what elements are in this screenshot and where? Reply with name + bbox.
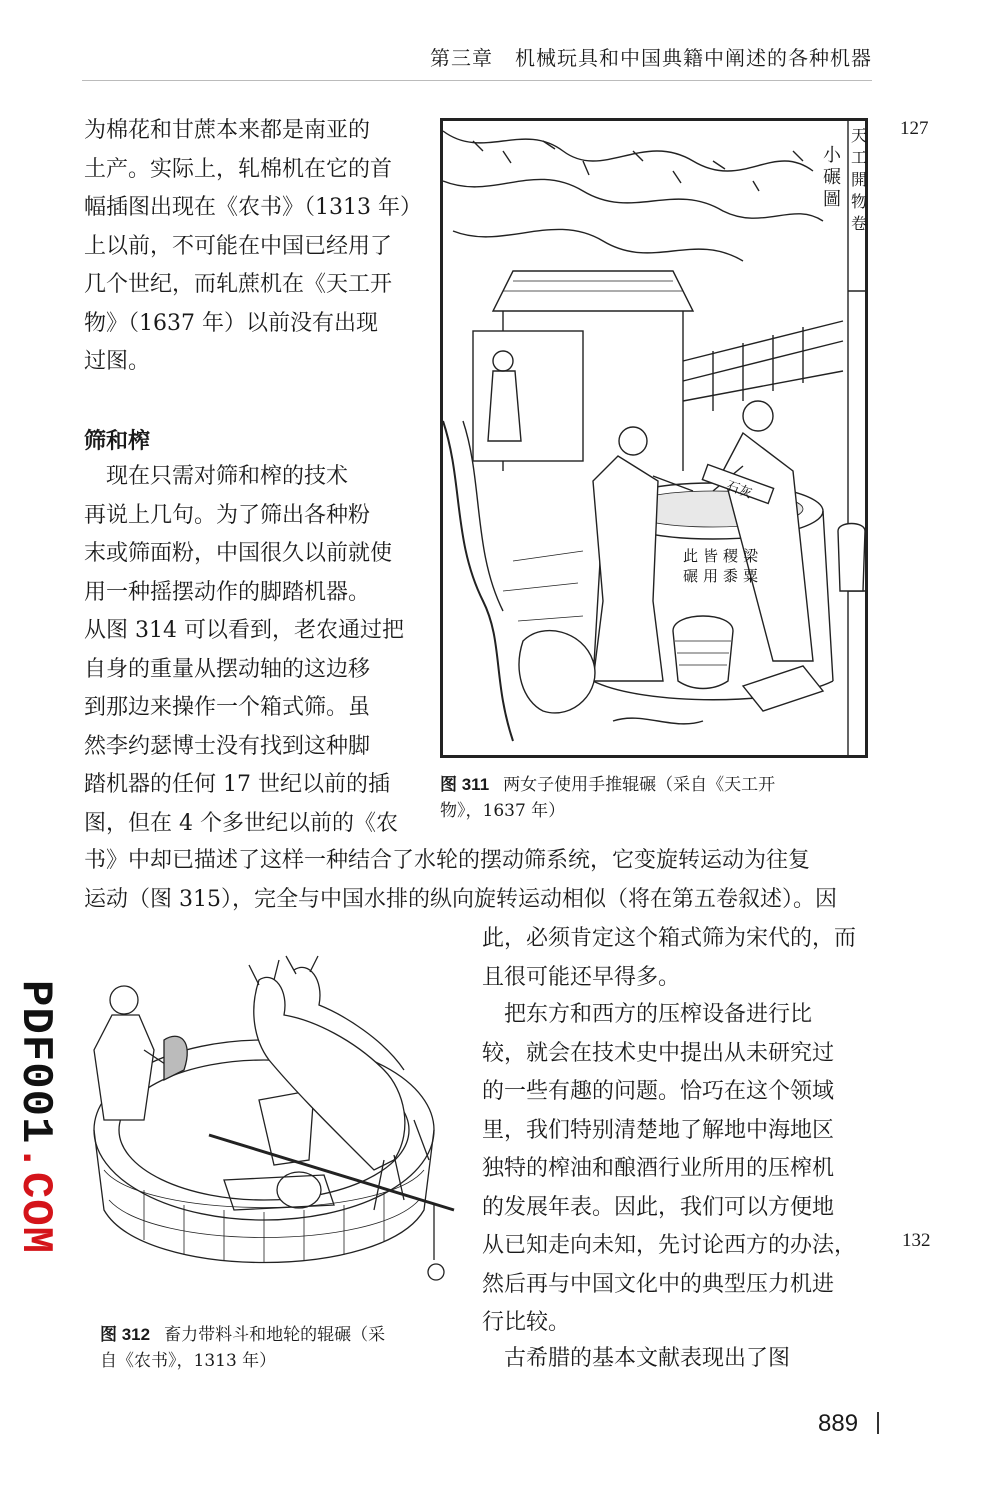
margin-number: 132 <box>902 1230 931 1251</box>
paragraph-2-wide <box>84 842 876 919</box>
paragraph-3 <box>482 996 876 1343</box>
text-line: 再说上几句。为了筛出各种粉 <box>84 502 371 528</box>
figure-label: 图 311 <box>440 775 490 794</box>
text-line: 幅插图出现在《农书》（1313 年） <box>84 195 422 220</box>
caption-text: 畜力带料斗和地轮的辊碾（采 <box>164 1325 386 1345</box>
text-line: 图，但在 4 个多世纪以前的《农 <box>84 810 398 836</box>
woodcut-scene <box>443 121 868 755</box>
text-line: 古希腊的基本文献表现出了图 <box>482 1346 791 1371</box>
figure-312-caption <box>100 1322 460 1374</box>
caption-text: 物》，1637 年） <box>440 801 566 821</box>
text-line: 从图 314 可以看到，老农通过把 <box>84 618 404 643</box>
text-line: 从已知走向未知，先讨论西方的办法， <box>482 1233 857 1258</box>
inset-poem: 梁粟 稷黍 皆用 此碾 <box>683 547 759 585</box>
text-line: 自身的重量从摆动轴的这边移 <box>84 656 371 682</box>
paragraph-2-right <box>482 920 876 997</box>
text-line: 把东方和西方的压榨设备进行比 <box>482 1002 813 1027</box>
text-line: 独特的榨油和酿酒行业所用的压榨机 <box>482 1156 835 1181</box>
text-line: 里，我们特别清楚地了解地中海地区 <box>482 1117 835 1143</box>
text-line: 的一些有趣的问题。恰巧在这个领域 <box>482 1079 835 1104</box>
folio-divider <box>877 1412 879 1434</box>
inset-title: 小碾圖 <box>823 145 841 210</box>
text-line: 书》中却已描述了这样一种结合了水轮的摆动筛系统，它变旋转运动为往复 <box>84 848 811 873</box>
text-line: 较，就会在技术史中提出从未研究过 <box>482 1040 835 1066</box>
text-line: 现在只需对筛和榨的技术 <box>84 464 349 489</box>
line-drawing <box>84 960 462 1300</box>
paragraph-4 <box>482 1340 876 1379</box>
text-line: 物》（1637 年）以前没有出现 <box>84 310 378 336</box>
paragraph-1 <box>84 112 422 382</box>
section-heading: 筛和榨 <box>84 428 151 454</box>
text-line: 为棉花和甘蔗本来都是南亚的 <box>84 118 371 143</box>
watermark-text: PDF001 <box>10 980 60 1145</box>
text-line: 的发展年表。因此，我们可以方便地 <box>482 1194 835 1220</box>
watermark-text: .COM <box>10 1144 60 1255</box>
inset-vertical-title: 天工開物卷 <box>851 126 868 233</box>
figure-label: 图 312 <box>100 1325 151 1344</box>
caption-text: 自《农书》，1313 年） <box>100 1351 277 1371</box>
page-number: 889 <box>818 1410 859 1437</box>
text-line: 运动（图 315），完全与中国水排的纵向旋转运动相似（将在第五卷叙述）。因 <box>84 886 837 912</box>
watermark <box>0 980 60 1255</box>
text-line: 此，必须肯定这个箱式筛为宋代的，而 <box>482 926 857 951</box>
text-line: 然后再与中国文化中的典型压力机进 <box>482 1271 835 1297</box>
header-rule <box>82 80 872 81</box>
caption-text: 两女子使用手推辊碾（采自《天工开 <box>503 775 776 795</box>
text-line: 到那边来操作一个箱式筛。虽 <box>84 695 371 720</box>
margin-number: 127 <box>900 118 929 139</box>
text-line: 末或筛面粉，中国很久以前就使 <box>84 541 393 566</box>
figure-311-illustration <box>440 118 868 758</box>
text-line: 过图。 <box>84 349 151 374</box>
chapter-title: 机械玩具和中国典籍中阐述的各种机器 <box>515 46 872 70</box>
text-line: 用一种摇摆动作的脚踏机器。 <box>84 579 371 605</box>
text-line: 上以前，不可能在中国已经用了 <box>84 233 393 259</box>
running-header <box>430 42 872 71</box>
text-line: 土产。实际上，轧棉机在它的首 <box>84 156 393 182</box>
text-line: 且很可能还早得多。 <box>482 964 681 990</box>
tray-label: 石灰 <box>724 478 754 502</box>
text-line: 踏机器的任何 17 世纪以前的插 <box>84 772 390 797</box>
paragraph-2 <box>84 458 406 843</box>
figure-311-caption <box>440 772 870 824</box>
chapter-label: 第三章 <box>430 46 493 70</box>
figure-312-illustration <box>84 960 462 1300</box>
text-line: 几个世纪，而轧蔗机在《天工开 <box>84 272 393 297</box>
text-line: 行比较。 <box>482 1310 571 1335</box>
text-line: 然李约瑟博士没有找到这种脚 <box>84 733 371 759</box>
